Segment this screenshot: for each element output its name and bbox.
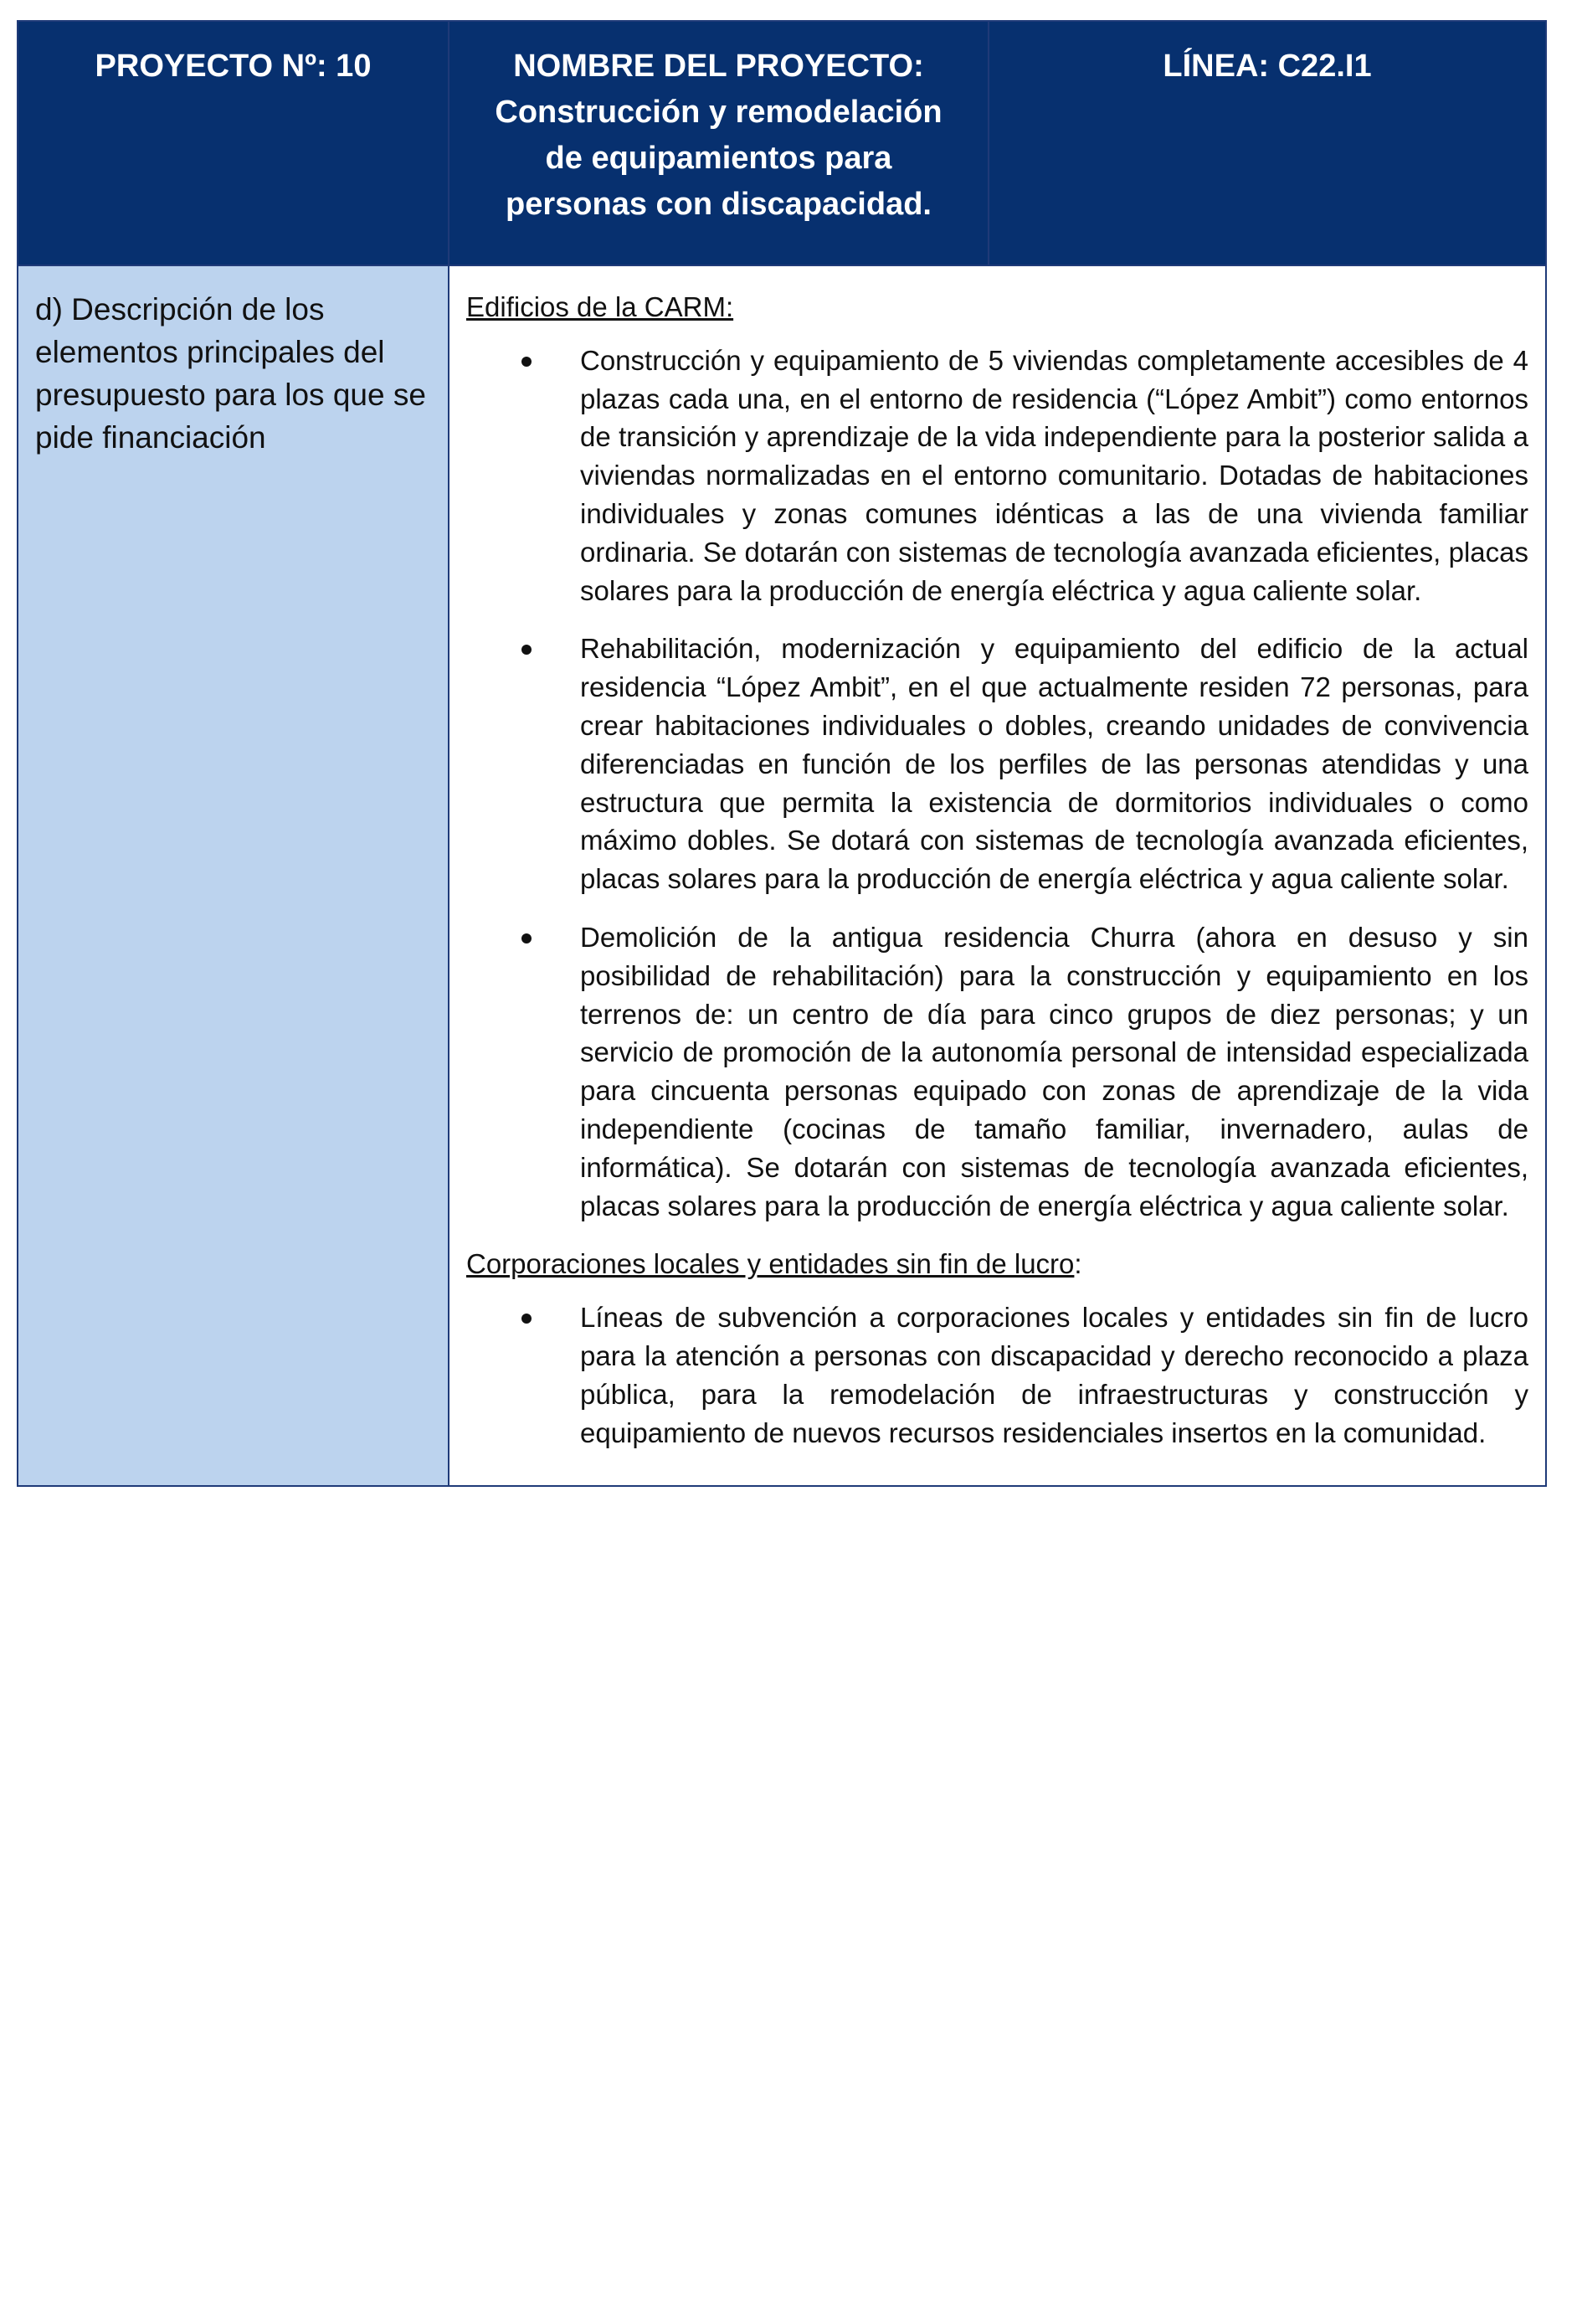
project-name-line: personas con discapacidad. [506, 187, 932, 222]
project-name-line: Construcción y remodelación [495, 95, 943, 130]
budget-description-content [449, 265, 1546, 1486]
project-name-line: de equipamientos para [545, 141, 892, 176]
content-row [18, 265, 1546, 1486]
list-item-text: Demolición de la antigua residencia Churra (ahora en desuso y sin posibilidad de rehabilitación) para la construcción y equipamiento en los terrenos de: un centro de día para cinco grupos de diez personas; y un servicio de promoción de la autonomía personal de intensidad especializada para cincuenta personas equipado con zonas de aprendizaje de la vida independiente (cocinas de tamaño familiar, invernadero, aulas de informática). Se dotarán con sistemas de tecnología avanzada eficientes, placas solares para la producción de energía eléctrica y agua caliente solar. [580, 921, 1528, 1221]
section-heading-suffix: : [1074, 1248, 1082, 1280]
list-item-text: Rehabilitación, modernización y equipamiento del edificio de la actual residencia “López Ambit”, en el que actualmente residen 72 personas, para crear habitaciones individuales o dobles, creando unidades de convivencia diferenciadas en función de los perfiles de las personas atendidas y una estructura que permita la existencia de dormitorios individuales o como máximo dobles. Se dotará con sistemas de tecnología avanzada eficientes, placas solares para la producción de energía eléctrica y agua caliente solar. [580, 633, 1528, 895]
project-table [17, 20, 1547, 1487]
header-row [18, 21, 1546, 265]
bullet-icon [521, 357, 532, 367]
budget-description-label: d) Descripción de los elementos principales del presupuesto para los que se pide financiación [35, 292, 426, 455]
bullet-icon [521, 645, 532, 655]
project-name-cell [449, 21, 989, 265]
section-heading-corporaciones [466, 1245, 1528, 1283]
budget-description-label-cell [18, 265, 449, 1486]
list-item-text: Construcción y equipamiento de 5 viviendas completamente accesibles de 4 plazas cada una, en el entorno de residencia (“López Ambit”) como entornos de transición y aprendizaje de la vida independiente para la posterior salida a viviendas normalizadas en el entorno comunitario. Dotadas de habitaciones individuales y zonas comunes idénticas a las de una vivienda familiar ordinaria. Se dotarán con sistemas de tecnología avanzada eficientes, placas solares para la producción de energía eléctrica y agua caliente solar. [580, 344, 1528, 606]
project-line-cell [989, 21, 1546, 265]
list-item [466, 630, 1528, 898]
project-name-line: NOMBRE DEL PROYECTO: [513, 49, 924, 84]
project-line: LÍNEA: C22.I1 [1163, 49, 1372, 84]
list-item [466, 342, 1528, 610]
carm-bullet-list [466, 342, 1528, 1226]
bullet-icon [521, 1314, 532, 1324]
list-item [466, 918, 1528, 1225]
corporaciones-bullet-list [466, 1298, 1528, 1452]
project-number-cell [18, 21, 449, 265]
list-item [466, 1298, 1528, 1452]
bullet-icon [521, 933, 532, 943]
section-heading-carm: Edificios de la CARM: [466, 291, 734, 322]
section-heading-text: Corporaciones locales y entidades sin fin de lucro [466, 1248, 1075, 1280]
list-item-text: Líneas de subvención a corporaciones locales y entidades sin fin de lucro para la atención a personas con discapacidad y derecho reconocido a plaza pública, para la remodelación de infraestructuras y construcción y equipamiento de nuevos recursos residenciales insertos en la comunidad. [580, 1302, 1528, 1448]
project-number: PROYECTO Nº: 10 [95, 49, 372, 84]
